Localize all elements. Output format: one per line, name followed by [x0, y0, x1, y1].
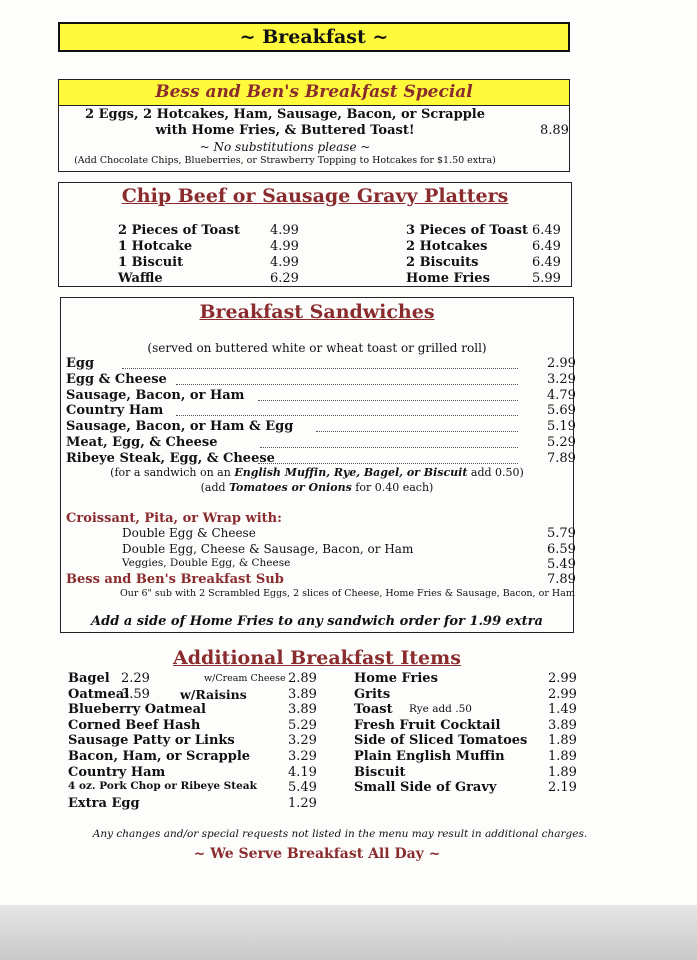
- additional-item-price: 2.89: [288, 671, 317, 686]
- gravy-item-price: 4.99: [270, 239, 299, 254]
- additional-item-name: Fresh Fruit Cocktail: [354, 717, 501, 733]
- gravy-item-price: 5.99: [532, 271, 561, 286]
- sandwich-item-name: Egg & Cheese: [66, 371, 167, 387]
- additional-item-name: Corned Beef Hash: [68, 717, 201, 733]
- bread-note-options: English Muffin, Rye, Bagel, or Biscuit: [234, 466, 468, 479]
- all-day-tagline: ~ We Serve Breakfast All Day ~: [193, 846, 441, 862]
- croissant-item-name: Double Egg & Cheese: [122, 526, 256, 540]
- additional-item-price: 1.89: [548, 764, 577, 780]
- additional-item-price: 1.49: [548, 702, 577, 718]
- sandwich-leader-dots: [260, 447, 518, 448]
- additional-item-price: 1.89: [548, 749, 577, 764]
- special-title: Bess and Ben's Breakfast Special: [58, 79, 570, 106]
- additional-item-name: Plain English Muffin: [354, 749, 505, 764]
- sandwich-leader-dots: [176, 415, 518, 416]
- topping-note-text-a: (add: [200, 481, 230, 494]
- additional-item-price: 2.99: [548, 686, 577, 702]
- additional-item-extra: Rye add .50: [409, 703, 472, 716]
- gravy-item-price: 4.99: [270, 255, 299, 270]
- gravy-item-price: 6.49: [532, 223, 561, 238]
- additional-item-name: Grits: [354, 686, 391, 702]
- gravy-title: Chip Beef or Sausage Gravy Platters: [121, 185, 509, 207]
- gravy-item-name: 2 Pieces of Toast: [118, 223, 240, 238]
- croissant-item-price: 6.59: [547, 541, 576, 557]
- special-line2: with Home Fries, & Buttered Toast!: [155, 123, 415, 138]
- additional-item-name: 4 oz. Pork Chop or Ribeye Steak: [68, 780, 257, 793]
- bread-note-text-c: add 0.50): [467, 466, 524, 479]
- special-price: 8.89: [540, 123, 569, 138]
- additional-title: Additional Breakfast Items: [173, 647, 461, 669]
- sandwich-item-name: Meat, Egg, & Cheese: [66, 435, 218, 450]
- breakfast-sub-price: 7.89: [547, 572, 576, 587]
- scan-bottom-shadow: [0, 905, 697, 960]
- gravy-item-name: 2 Biscuits: [406, 255, 479, 270]
- additional-item-name: Oatmeal: [68, 686, 130, 702]
- croissant-item-price: 5.79: [547, 526, 576, 541]
- sandwich-item-price: 5.19: [547, 419, 576, 435]
- additional-item-price: 3.89: [548, 717, 577, 733]
- additional-item-price: 3.29: [288, 749, 317, 764]
- gravy-item-price: 6.29: [270, 271, 299, 286]
- gravy-item-price: 6.49: [532, 239, 561, 254]
- additional-item-name: Toast: [354, 702, 393, 718]
- additional-item-name: Sausage Patty or Links: [68, 733, 235, 749]
- additional-item-name: Extra Egg: [68, 795, 140, 811]
- gravy-item-price: 4.99: [270, 223, 299, 238]
- sandwich-item-price: 2.99: [547, 356, 576, 371]
- croissant-title: Croissant, Pita, or Wrap with:: [66, 511, 282, 526]
- sandwich-topping-note: [60, 481, 574, 494]
- additional-item-name: Side of Sliced Tomatoes: [354, 733, 528, 749]
- sandwich-item-name: Ribeye Steak, Egg, & Cheese: [66, 450, 275, 466]
- home-fries-side-note: Add a side of Home Fries to any sandwich order for 1.99 extra: [91, 614, 543, 629]
- additional-item-name: Home Fries: [354, 671, 438, 686]
- topping-note-options: Tomatoes or Onions: [229, 481, 352, 494]
- additional-item-sub-price: 2.29: [121, 671, 150, 686]
- sandwich-leader-dots: [258, 400, 518, 401]
- sandwich-item-name: Egg: [66, 356, 95, 371]
- croissant-item-price: 5.49: [547, 557, 576, 572]
- sandwich-item-name: Sausage, Bacon, or Ham & Egg: [66, 419, 294, 435]
- additional-item-price: 1.29: [288, 795, 317, 811]
- bread-note-text-a: (for a sandwich on an: [110, 466, 235, 479]
- special-note-toppings: (Add Chocolate Chips, Blueberries, or Strawberry Topping to Hotcakes for $1.50 extra): [74, 155, 496, 166]
- additional-item-price: 2.19: [548, 780, 577, 796]
- topping-note-text-c: for 0.40 each): [351, 481, 434, 494]
- additional-item-price: 4.19: [288, 764, 317, 780]
- additional-item-price: 2.99: [548, 671, 577, 686]
- croissant-item-name: Double Egg, Cheese & Sausage, Bacon, or Ham: [122, 541, 414, 556]
- additional-item-extra: w/Cream Cheese: [204, 673, 286, 684]
- additional-item-name: Country Ham: [68, 764, 166, 780]
- additional-item-name: Bacon, Ham, or Scrapple: [68, 749, 251, 764]
- breakfast-sub-description: Our 6" sub with 2 Scrambled Eggs, 2 slices of Cheese, Home Fries & Sausage, Bacon, or Ham: [120, 588, 575, 599]
- additional-item-name: Biscuit: [354, 764, 406, 780]
- additional-item-price: 1.89: [548, 733, 577, 749]
- sandwich-item-price: 4.79: [547, 387, 576, 403]
- additional-item-name: Small Side of Gravy: [354, 780, 497, 796]
- sandwich-item-name: Country Ham: [66, 403, 164, 419]
- sandwich-item-price: 5.29: [547, 435, 576, 450]
- sandwich-item-name: Sausage, Bacon, or Ham: [66, 387, 245, 403]
- gravy-item-name: Waffle: [118, 271, 163, 286]
- sandwich-bread-note: [60, 466, 574, 479]
- additional-item-price: 3.89: [288, 702, 317, 718]
- additional-item-price: 3.89: [288, 686, 317, 702]
- disclaimer: Any changes and/or special requests not listed in the menu may result in additional charges.: [92, 828, 588, 840]
- special-line1: 2 Eggs, 2 Hotcakes, Ham, Sausage, Bacon, or Scrapple: [85, 107, 485, 122]
- sandwich-leader-dots: [122, 368, 518, 369]
- additional-item-price: 5.49: [288, 780, 317, 796]
- sandwich-leader-dots: [176, 384, 518, 385]
- additional-item-extra: w/Raisins: [180, 686, 247, 702]
- special-note-substitutions: ~ No substitutions please ~: [199, 140, 371, 154]
- additional-item-name: Bagel: [68, 671, 110, 686]
- gravy-item-name: 2 Hotcakes: [406, 239, 488, 254]
- gravy-item-name: 1 Biscuit: [118, 255, 184, 270]
- gravy-item-name: 1 Hotcake: [118, 239, 193, 254]
- breakfast-sub-title: Bess and Ben's Breakfast Sub: [66, 572, 284, 587]
- sandwich-leader-dots: [316, 431, 518, 432]
- sandwich-item-price: 3.29: [547, 371, 576, 387]
- gravy-item-name: 3 Pieces of Toast: [406, 223, 528, 238]
- additional-item-price: 5.29: [288, 717, 317, 733]
- sandwiches-title: Breakfast Sandwiches: [199, 301, 435, 323]
- gravy-item-price: 6.49: [532, 255, 561, 270]
- additional-item-price: 3.29: [288, 733, 317, 749]
- sandwiches-subtitle: (served on buttered white or wheat toast or grilled roll): [147, 341, 487, 355]
- sandwich-item-price: 5.69: [547, 403, 576, 419]
- additional-item-sub-price: 3.59: [121, 686, 150, 702]
- croissant-item-name: Veggies, Double Egg, & Cheese: [122, 557, 291, 569]
- menu-title: ~ Breakfast ~: [58, 22, 570, 52]
- sandwich-item-price: 7.89: [547, 450, 576, 466]
- sandwich-leader-dots: [258, 463, 518, 464]
- additional-item-name: Blueberry Oatmeal: [68, 702, 206, 718]
- gravy-item-name: Home Fries: [406, 271, 490, 286]
